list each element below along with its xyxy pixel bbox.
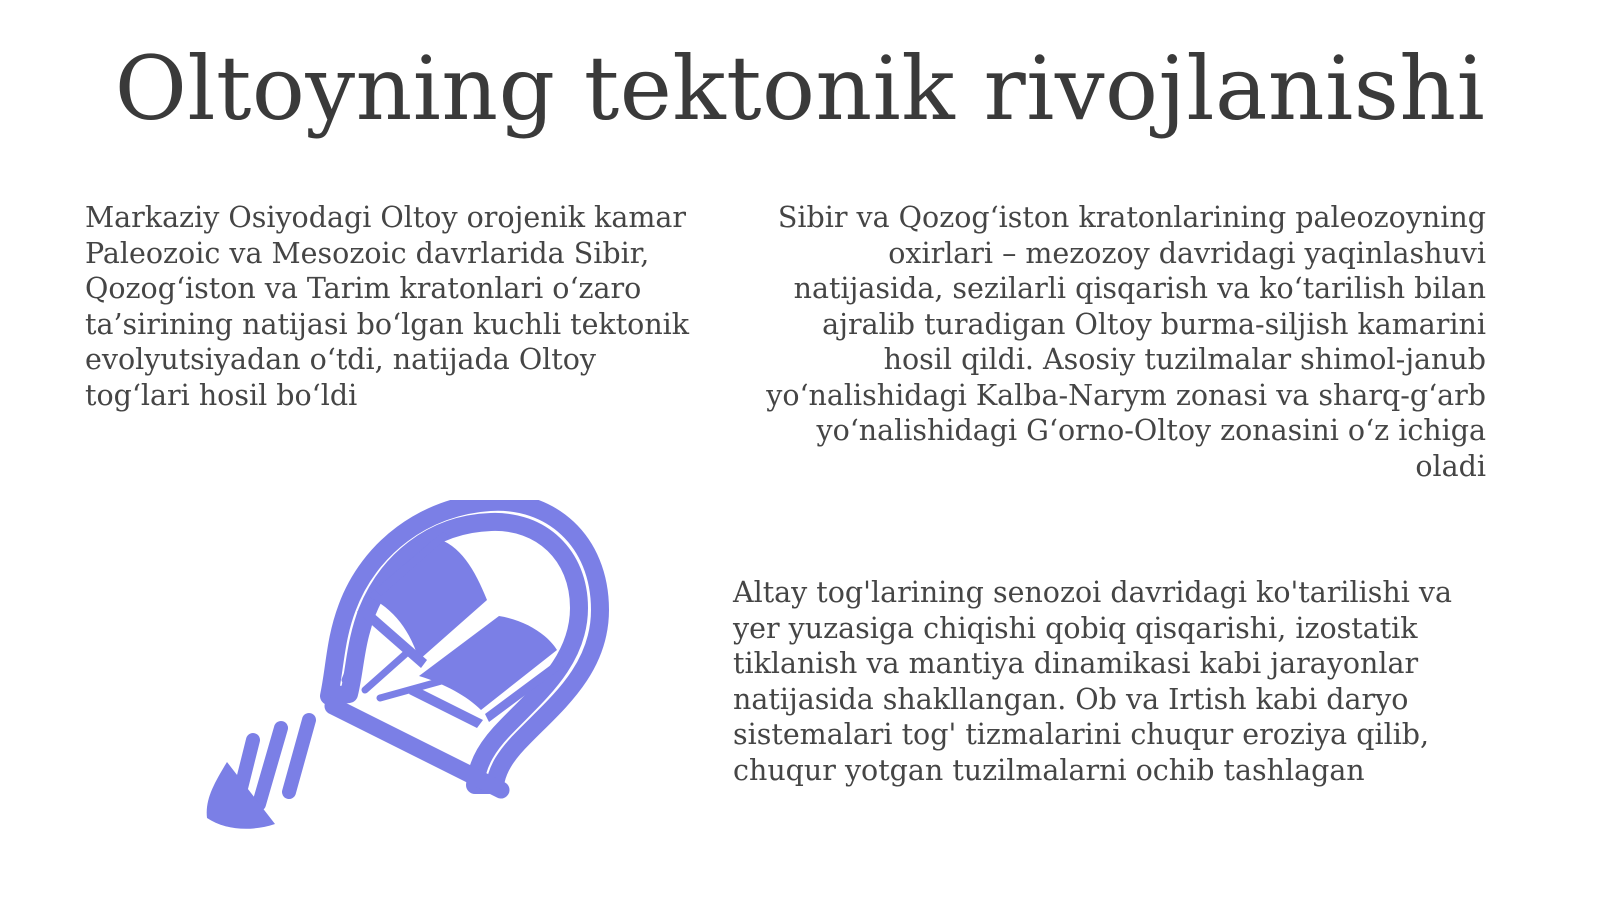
- slide-title: Oltoyning tektonik rivojlanishi: [114, 37, 1486, 140]
- paragraph-bottom: Altay tog'larining senozoi davridagi ko'tarilishi va yer yuzasiga chiqishi qobiq qisqarishi, izostatik tiklanish va mantiya dinamikasi kabi jarayonlar natijasida shakllangan. Ob va Irtish kabi daryo sistemalari tog' tizmalarini chuqur eroziya qilib, chuqur yotgan tuzilmalarni ochib tashlagan: [733, 576, 1452, 787]
- lightbulb-book-icon: [205, 500, 625, 850]
- paragraph-left: Markaziy Osiyodagi Oltoy orojenik kamar Paleozoic va Mesozoic davrlarida Sibir, Qozog‘iston va Tarim kratonlari o‘zaro ta’sirining natijasi bo‘lgan kuchli tektonik evolyutsiyadan o‘tdi, natijada Oltoy tog‘lari hosil bo‘ldi: [85, 201, 690, 412]
- paragraph-right: Sibir va Qozog‘iston kratonlarining paleozoyning oxirlari – mezozoy davridagi yaqinlashuvi natijasida, sezilarli qisqarish va ko‘tarilish bilan ajralib turadigan Oltoy burma-siljish kamarini hosil qildi. Asosiy tuzilmalar shimol-janub yo‘nalishidagi Kalba-Narym zonasi va sharq-g‘arb yo‘nalishidagi G‘orno-Oltoy zonasini o‘z ichiga oladi: [766, 201, 1486, 483]
